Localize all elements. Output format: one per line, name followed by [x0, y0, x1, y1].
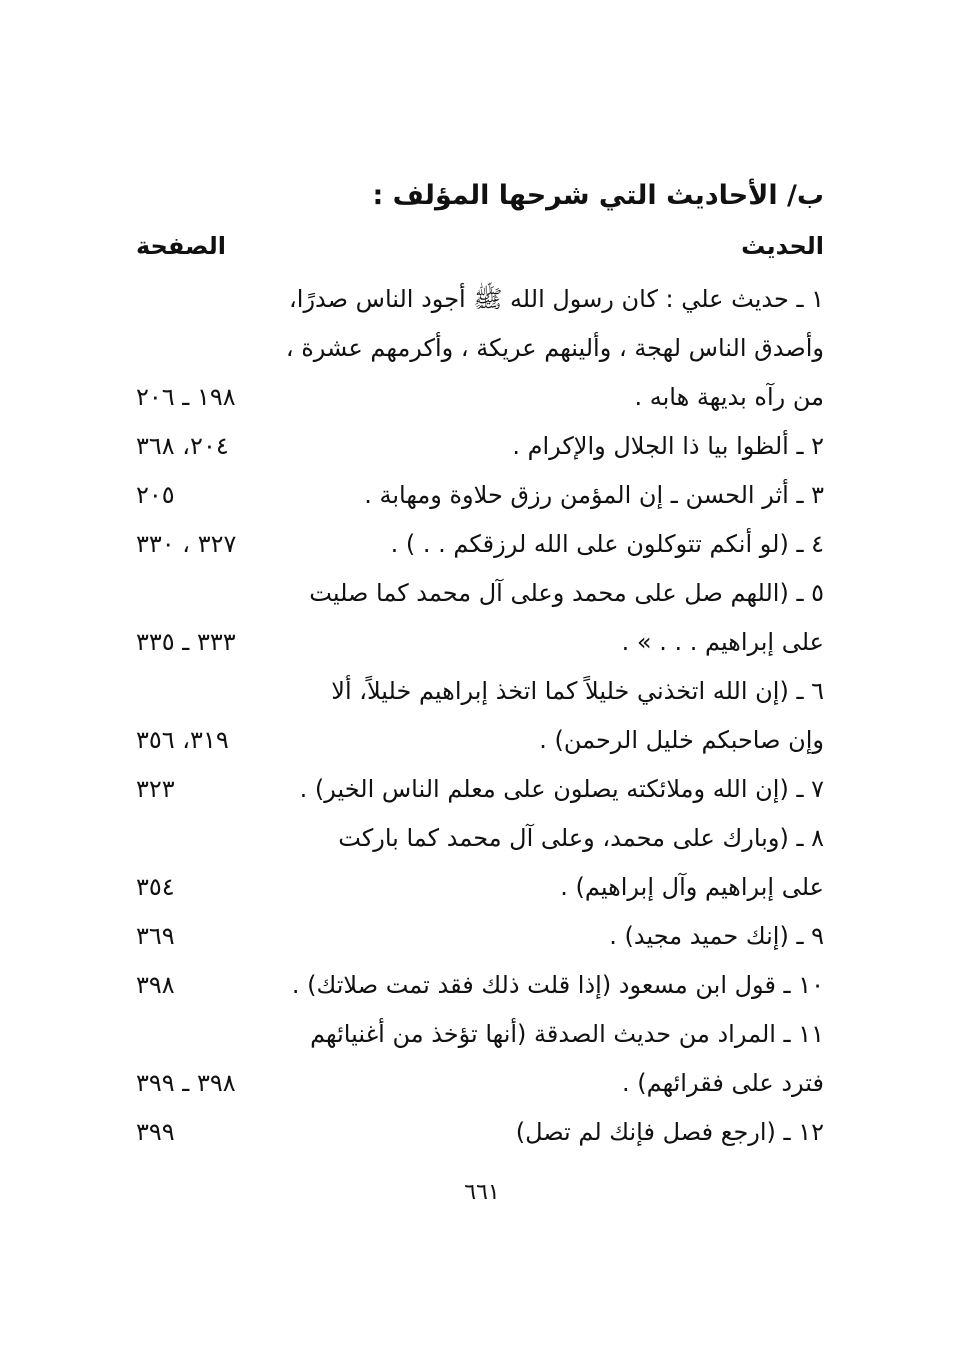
hadith-text: ١٠ ـ قول ابن مسعود (إذا قلت ذلك فقد تمت صلاتك) .: [291, 971, 824, 999]
hadith-text: ٣ ـ أثر الحسن ـ إن المؤمن رزق حلاوة ومهابة .: [364, 481, 824, 509]
hadith-text: ٤ ـ (لو أنكم تتوكلون على الله لرزقكم . . ) .: [390, 530, 824, 558]
hadith-text: فترد على فقرائهم) .: [621, 1069, 824, 1097]
list-item: [0, 422, 964, 471]
list-item: [0, 667, 964, 716]
page-reference: ٣٩٨: [136, 971, 175, 999]
column-header-page: الصفحة: [136, 232, 227, 260]
hadith-text: ٢ ـ ألظوا بيا ذا الجلال والإكرام .: [512, 432, 824, 460]
hadith-text: ٨ ـ (وبارك على محمد، وعلى آل محمد كما باركت: [338, 824, 824, 852]
list-item: [0, 1108, 964, 1157]
hadith-text: ٦ ـ (إن الله اتخذني خليلاً كما اتخذ إبراهيم خليلاً، ألا: [331, 677, 824, 705]
page-reference: ٣٦٩: [136, 922, 175, 950]
list-item: [0, 275, 964, 324]
hadith-list: [0, 275, 964, 1157]
list-item: [0, 814, 964, 863]
list-item: [0, 520, 964, 569]
list-item: [0, 1059, 964, 1108]
list-item: [0, 961, 964, 1010]
hadith-text: ٧ ـ (إن الله وملائكته يصلون على معلم الناس الخير) .: [299, 775, 824, 803]
page-reference: ٢٠٥: [136, 481, 175, 509]
hadith-text: ١ ـ حديث علي : كان رسول الله ﷺ أجود الناس صدرًا،: [289, 285, 824, 313]
list-item: [0, 1010, 964, 1059]
list-item: [0, 373, 964, 422]
hadith-text: وأصدق الناس لهجة ، وألينهم عريكة ، وأكرمهم عشرة ،: [285, 334, 824, 362]
page-reference: ٣١٩، ٣٥٦: [136, 726, 229, 754]
hadith-text: وإن صاحبكم خليل الرحمن) .: [539, 726, 824, 754]
list-item: [0, 618, 964, 667]
hadith-text: على إبراهيم . . . » .: [621, 628, 824, 656]
page-number: ٦٦١: [464, 1180, 500, 1205]
page-reference: ٣٩٩: [136, 1118, 175, 1146]
hadith-text: ١٢ ـ (ارجع فصل فإنك لم تصل): [515, 1118, 824, 1146]
page-reference: ٣٢٧ ، ٣٣٠: [136, 530, 237, 558]
hadith-text: ٩ ـ (إنك حميد مجيد) .: [609, 922, 824, 950]
list-item: [0, 912, 964, 961]
list-item: [0, 324, 964, 373]
list-item: [0, 765, 964, 814]
list-item: [0, 716, 964, 765]
hadith-text: من رآه بديهة هابه .: [634, 383, 824, 411]
column-header-hadith: الحديث: [741, 232, 824, 260]
page-reference: ٣٣٣ ـ ٣٣٥: [136, 628, 236, 656]
page-reference: ٣٩٨ ـ ٣٩٩: [136, 1069, 236, 1097]
page-reference: ٢٠٤، ٣٦٨: [136, 432, 229, 460]
list-item: [0, 471, 964, 520]
page-reference: ٣٥٤: [136, 873, 175, 901]
page-reference: ٣٢٣: [136, 775, 175, 803]
section-heading: ب/ الأحاديث التي شرحها المؤلف :: [372, 180, 824, 211]
hadith-text: ٥ ـ (اللهم صل على محمد وعلى آل محمد كما صليت: [309, 579, 824, 607]
page-reference: ١٩٨ ـ ٢٠٦: [136, 383, 236, 411]
hadith-text: على إبراهيم وآل إبراهيم) .: [560, 873, 824, 901]
list-item: [0, 863, 964, 912]
list-item: [0, 569, 964, 618]
hadith-text: ١١ ـ المراد من حديث الصدقة (أنها تؤخذ من أغنيائهم: [310, 1020, 824, 1048]
